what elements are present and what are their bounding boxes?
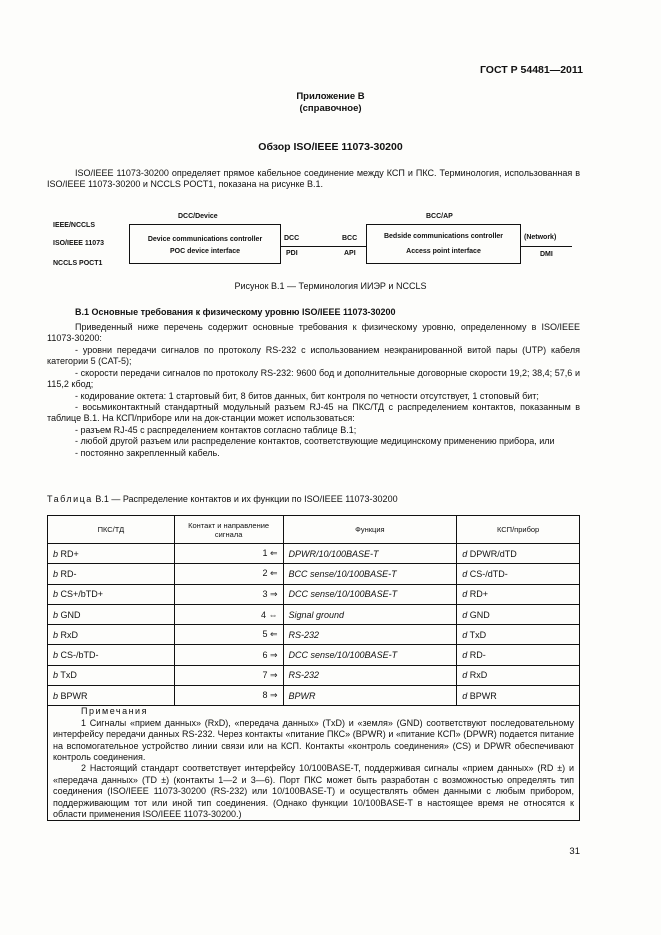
cell-pin: 2 ⇐ [174,564,283,584]
table-row [48,625,580,645]
header-function: Функция [283,516,457,544]
cell-function: DPWR/10/100BASE-T [283,544,457,564]
list-item: - любой другой разъем или распределение контактов, соответствующие медицинскому применению прибора, или [75,436,555,447]
table-row [48,604,580,624]
cell-ksp: d RxD [457,665,580,685]
requirements-intro: Приведенный ниже перечень содержит основные требования к физическому уровню, определенному в ISO/IEEE 11073-30200: [47,322,580,344]
cell-pin: 1 ⇐ [174,544,283,564]
cell-pks: b RxD [48,625,175,645]
list-item: - кодирование октета: 1 стартовый бит, 8 битов данных, бит контроля по четности отсутствует, 1 стоповый бит; [75,390,539,401]
document-standard-number: ГОСТ Р 54481—2011 [479,64,583,76]
bcc-box-line2: Access point interface [406,248,481,255]
list-item: - постоянно закрепленный кабель. [75,447,220,458]
table-notes [48,706,580,821]
table-row [48,665,580,685]
api-label: API [344,250,356,257]
appendix-subtitle: (справочное) [299,103,362,114]
cell-function: DCC sense/10/100BASE-T [283,584,457,604]
cell-function: DCC sense/10/100BASE-T [283,645,457,665]
cell-pks: b CS+/bTD+ [48,584,175,604]
header-pin-direction: Контакт и направление сигнала [174,516,283,544]
note-2: 2 Настоящий стандарт соответствует интерфейсу 10/100BASE-T, поддерживая сигналы «прием данных» (RD ±) и «передача данных» (TD ±) (контакты 1—2 и 3—6). Порт ПКС может быть разработан с возможностью определять тип соединения (ISO/IEEE 11073-30200 (RS-232) или 10/100BASE-T) и осуществлять обмен данными с любым прибором, поддерживающим тот или иной тип соединения. (Однако функции 10/100BASE-T в настоящее время не относятся к области применения ISO/IEEE 11073-30200.) [53,763,574,820]
list-item: - уровни передачи сигналов по протоколу RS-232 с использованием неэкранированной витой пары (UTP) кабеля категории 5 (CAT-5); [47,345,580,367]
table-caption-text: В.1 — Распределение контактов и их функции по ISO/IEEE 11073-30200 [95,494,398,504]
pdi-label: PDI [286,250,298,257]
cell-ksp: d BPWR [457,686,580,706]
cell-pks: b GND [48,604,175,624]
dcc-device-title: DCC/Device [178,213,218,220]
page-number: 31 [569,846,580,857]
cell-pin: 7 ⇒ [174,665,283,685]
dcc-label: DCC [284,235,300,242]
bedside-controller-box [366,224,521,264]
note-1: 1 Сигналы «прием данных» (RxD), «передача данных» (TxD) и «земля» (GND) соответствуют последовательному интерфейсу передачи данных RS-232. Через контакты «питание ПКС» (BPWR) и «питание КСП» (DPWR) подается питание на вспомогательное устройство линии связи или на КСП. Контакты «контроль соединения» (CS) и DPWR обеспечивают контроль соединения. [53,717,574,762]
section-heading: В.1 Основные требования к физическому уровню ISO/IEEE 11073-30200 [75,307,396,317]
cell-function: BCC sense/10/100BASE-T [283,564,457,584]
cell-ksp: d DPWR/dTD [457,544,580,564]
bcc-box-line1: Bedside communications controller [383,233,504,240]
bcc-label: BCC [342,235,358,242]
table-row [48,544,580,564]
list-item: - восьмиконтактный стандартный модульный разъем RJ-45 на ПКС/ТД с распределением контактов, показанным в таблице В.1. На КСП/приборе или на док-станции может использоваться: [47,402,580,424]
cell-ksp: d RD- [457,645,580,665]
appendix-heading: Обзор ISO/IEEE 11073-30200 [258,141,403,153]
figure-caption: Рисунок В.1 — Терминология ИИЭР и NCCLS [234,281,427,291]
table-row [48,564,580,584]
row-label-nccls-poct1: NCCLS POCT1 [53,260,103,267]
dmi-label: DMI [540,251,553,258]
table-caption [47,494,398,504]
cell-ksp: d TxD [457,625,580,645]
cell-function: RS-232 [283,625,457,645]
device-controller-box [129,224,281,264]
cell-pks: b CS-/bTD- [48,645,175,665]
cell-pin: 5 ⇐ [174,625,283,645]
table-row [48,584,580,604]
cell-pks: b BPWR [48,686,175,706]
appendix-title: Приложение В [296,91,365,102]
table-row [48,645,580,665]
header-pks-td: ПКС/ТД [48,516,175,544]
header-ksp-device: КСП/прибор [457,516,580,544]
table-notes-row [48,706,580,821]
table-header-row [48,516,580,544]
table-row [48,686,580,706]
dcc-box-line2: POC device interface [169,248,241,255]
list-item: - разъем RJ-45 с распределением контактов согласно таблице В.1; [75,424,357,435]
dcc-box-line1: Device communications controller [147,236,263,243]
network-label: (Network) [524,234,557,241]
cell-ksp: d CS-/dTD- [457,564,580,584]
table-caption-prefix: Таблица [47,494,93,504]
row-label-ieee-nccls: IEEE/NCCLS [53,222,96,229]
cell-pin: 8 ⇒ [174,686,283,706]
cell-ksp: d RD+ [457,584,580,604]
cell-pin: 6 ⇒ [174,645,283,665]
cell-pks: b TxD [48,665,175,685]
connection-line [280,246,366,247]
cell-function: RS-232 [283,665,457,685]
cell-function: BPWR [283,686,457,706]
intro-paragraph: ISO/IEEE 11073-30200 определяет прямое кабельное соединение между КСП и ПКС. Терминология, использованная в ISO/IEEE 11073-30200 и NCCLS POCT1, показана на рисунке В.1. [47,168,580,190]
bcc-ap-title: BCC/AP [426,213,453,220]
cell-pin: 3 ⇒ [174,584,283,604]
notes-title: Примечания [81,706,148,717]
pin-assignment-table [47,515,580,821]
cell-function: Signal ground [283,604,457,624]
list-item: - скорости передачи сигналов по протоколу RS-232: 9600 бод и дополнительные договорные скорости 19,2; 38,4; 57,6 и 115,2 кбод; [47,367,580,390]
network-line [520,246,572,247]
row-label-iso-ieee: ISO/IEEE 11073 [53,240,104,247]
cell-pks: b RD+ [48,544,175,564]
cell-pks: b RD- [48,564,175,584]
requirements-list [47,345,580,459]
cell-ksp: d GND [457,604,580,624]
cell-pin: 4 ⇔ [174,604,283,624]
